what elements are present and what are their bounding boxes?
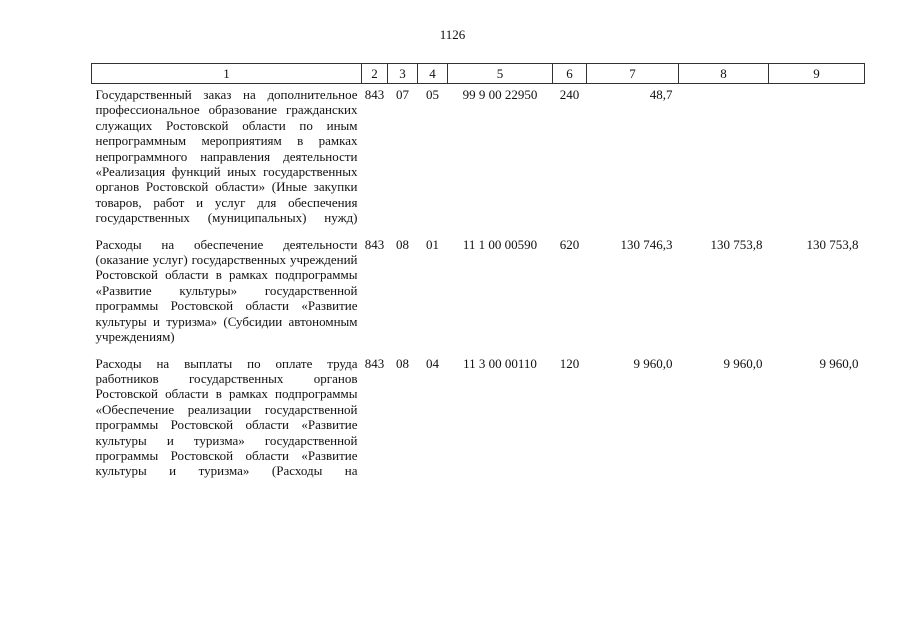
amount-col7: 48,7: [649, 87, 673, 102]
subsection-code: 04: [426, 355, 439, 371]
column-header-1: 1: [92, 64, 362, 84]
table-row: [92, 353, 865, 479]
column-header-4: 4: [418, 64, 448, 84]
section-code: 08: [396, 236, 409, 252]
table-row: [92, 234, 865, 353]
amount-col7: 130 746,3: [620, 236, 673, 252]
target-article-code: 99 9 00 22950: [462, 87, 538, 102]
column-header-6: 6: [553, 64, 587, 84]
amount-col9: 9 960,0: [819, 355, 859, 371]
table-header-row: [92, 64, 865, 84]
column-header-7: 7: [587, 64, 679, 84]
amount-col9: 130 753,8: [806, 236, 859, 252]
expense-type-code: 240: [559, 87, 580, 102]
subsection-code: 01: [426, 236, 439, 252]
amount-col9: [769, 84, 865, 234]
row-description: Государственный заказ на дополнительное профессиональное образование гражданских служащих Ростовской области по иным непрограммным мероприятиям в рамках непрограммного направления деятельности «Реализация функций иных государственных органов Ростовской области» (Иные закупки товаров, работ и услуг для обеспечения государственных (муниципальных) нужд): [95, 87, 358, 226]
column-header-8: 8: [679, 64, 769, 84]
amount-col8: 130 753,8: [710, 236, 763, 252]
column-header-3: 3: [388, 64, 418, 84]
ministry-code: 843: [364, 355, 385, 371]
table-row: [92, 84, 865, 234]
ministry-code: 843: [364, 87, 385, 102]
section-code: 07: [396, 87, 409, 102]
ministry-code: 843: [364, 236, 385, 252]
column-header-9: 9: [769, 64, 865, 84]
subsection-code: 05: [426, 87, 439, 102]
amount-col8: [679, 84, 769, 234]
amount-col7: 9 960,0: [633, 355, 673, 371]
target-article-code: 11 1 00 00590: [462, 236, 538, 252]
column-header-2: 2: [362, 64, 388, 84]
expense-type-code: 120: [559, 355, 580, 371]
page-number: 1126: [439, 27, 466, 42]
column-header-5: 5: [448, 64, 553, 84]
target-article-code: 11 3 00 00110: [463, 355, 537, 371]
expense-type-code: 620: [559, 236, 580, 252]
section-code: 08: [396, 355, 409, 371]
row-description: Расходы на выплаты по оплате труда работников государственных органов Ростовской области в рамках подпрограммы «Обеспечение реализации государственной программы Ростовской области «Развитие культуры и туризма» государственной программы Ростовской области «Развитие культуры и туризма» (Расходы на: [95, 355, 358, 479]
amount-col8: 9 960,0: [723, 355, 763, 371]
budget-table: [91, 63, 865, 479]
row-description: Расходы на обеспечение деятельности (оказание услуг) государственных учреждений Ростовской области в рамках подпрограммы «Развитие культуры» государственной программы Ростовской области «Развитие культуры и туризма» (Субсидии автономным учреждениям): [95, 236, 358, 345]
